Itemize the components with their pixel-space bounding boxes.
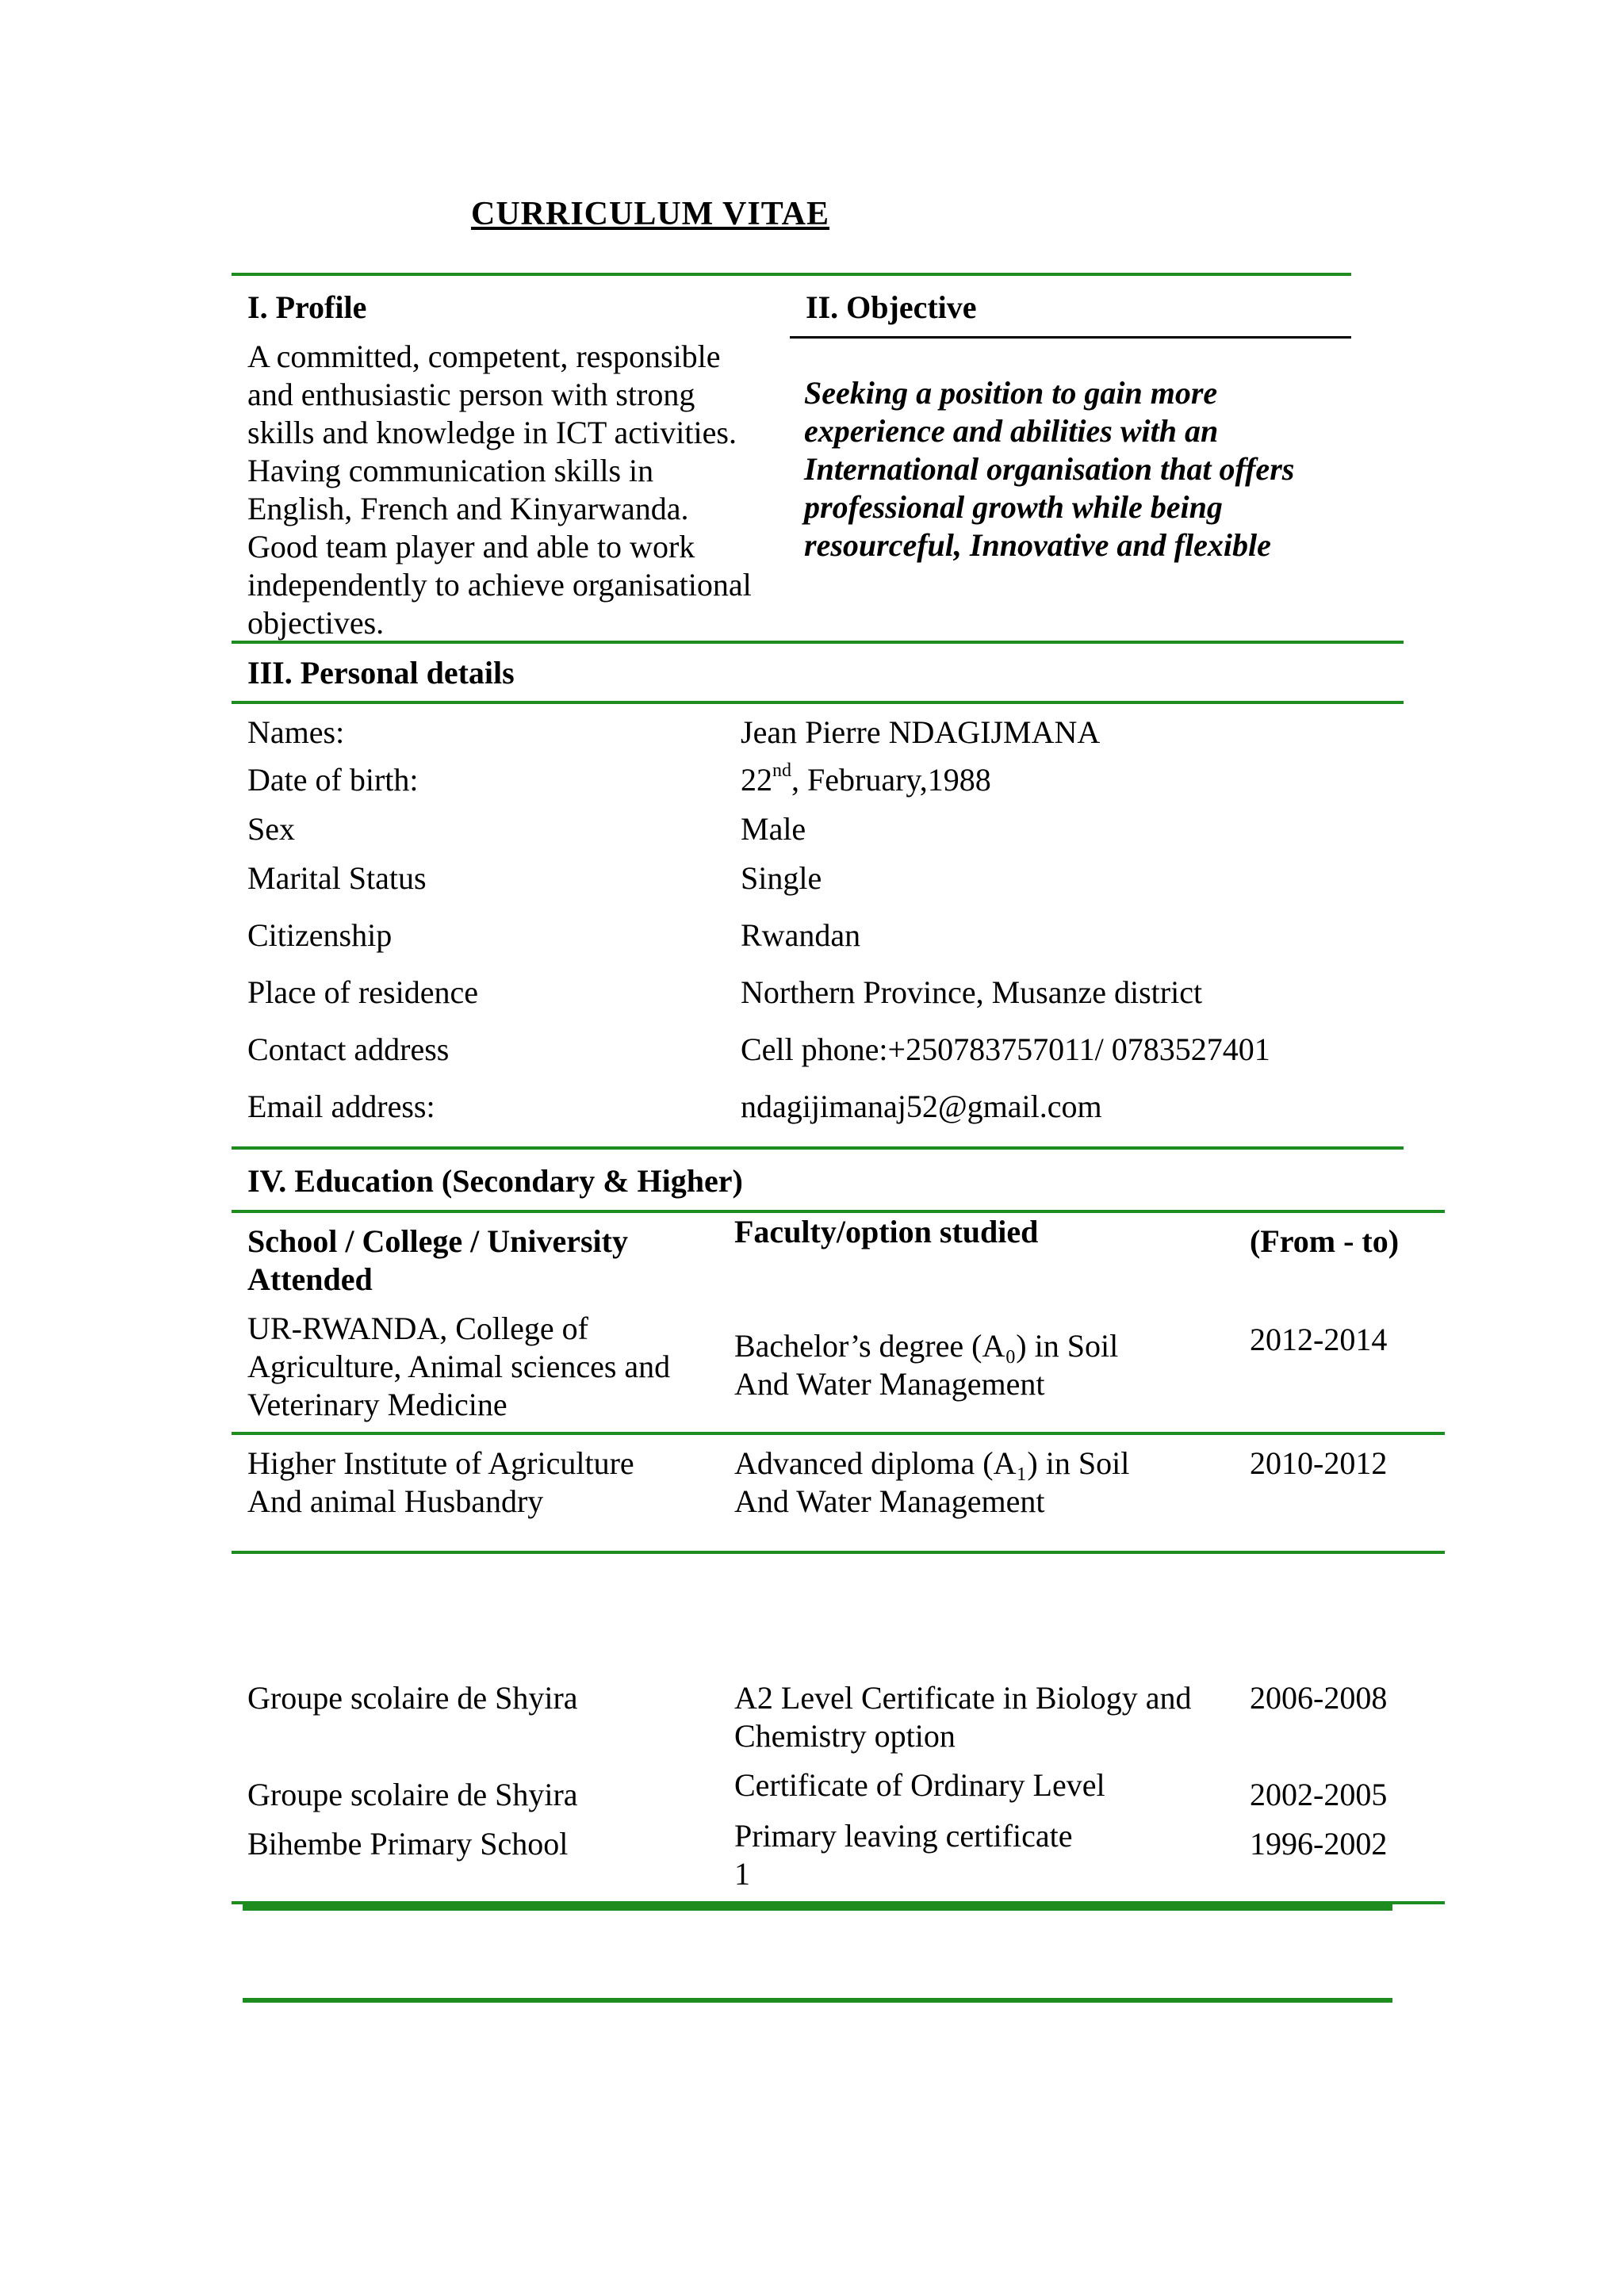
education-faculty xyxy=(734,1327,1118,1403)
education-period: 2010-2012 xyxy=(1250,1445,1388,1481)
personal-label: Sex xyxy=(247,811,295,847)
school-line: UR-RWANDA, College of xyxy=(247,1311,588,1346)
personal-value: Rwandan xyxy=(741,917,861,953)
personal-value: ndagijimanaj52@gmail.com xyxy=(741,1089,1102,1124)
profile-line: Having communication skills in xyxy=(247,453,654,488)
document-title: CURRICULUM VITAE xyxy=(471,196,829,232)
personal-value: Northern Province, Musanze district xyxy=(741,974,1203,1010)
profile-text xyxy=(247,338,771,642)
education-header-school xyxy=(247,1223,628,1299)
divider xyxy=(243,1904,1392,1911)
education-school xyxy=(247,1825,568,1863)
education-faculty xyxy=(734,1445,1129,1521)
education-period: 2012-2014 xyxy=(1250,1322,1388,1357)
faculty-line: Chemistry option xyxy=(734,1718,956,1754)
school-line: And animal Husbandry xyxy=(247,1483,544,1519)
education-period: 2006-2008 xyxy=(1250,1680,1388,1716)
objective-line: Seeking a position to gain more xyxy=(804,375,1218,411)
education-period: 1996-2002 xyxy=(1250,1826,1388,1862)
education-school xyxy=(247,1679,578,1717)
divider xyxy=(232,1432,1445,1435)
faculty-line: A2 Level Certificate in Biology and xyxy=(734,1680,1192,1716)
personal-label: Email address: xyxy=(247,1089,435,1124)
faculty-line: Certificate of Ordinary Level xyxy=(734,1767,1105,1803)
birth-day: 22 xyxy=(741,762,772,798)
objective-heading: II. Objective xyxy=(806,289,977,325)
divider xyxy=(232,1551,1445,1554)
divider xyxy=(232,701,1404,704)
personal-label: Names: xyxy=(247,714,345,750)
profile-line: and enthusiastic person with strong xyxy=(247,377,695,412)
school-line: Groupe scolaire de Shyira xyxy=(247,1777,578,1812)
faculty-line: And Water Management xyxy=(734,1366,1045,1402)
faculty-line: And Water Management xyxy=(734,1483,1045,1519)
header-line: Attended xyxy=(247,1261,373,1297)
divider xyxy=(243,1998,1392,2003)
profile-line: A committed, competent, responsible xyxy=(247,339,721,374)
profile-line: objectives. xyxy=(247,605,385,641)
education-header-period: (From - to) xyxy=(1250,1223,1400,1259)
personal-value: Cell phone:+250783757011/ 0783527401 xyxy=(741,1031,1270,1067)
birth-day-suffix: nd xyxy=(772,760,791,781)
education-school xyxy=(247,1445,634,1521)
faculty-line: 1 xyxy=(734,1856,750,1892)
personal-label: Citizenship xyxy=(247,917,393,953)
objective-underline xyxy=(790,336,1351,339)
education-period: 2002-2005 xyxy=(1250,1777,1388,1812)
faculty-line: Advanced diploma (A₁) in Soil xyxy=(734,1445,1130,1481)
profile-line: skills and knowledge in ICT activities. xyxy=(247,415,737,450)
personal-value: Male xyxy=(741,811,806,847)
personal-label: Date of birth: xyxy=(247,762,419,798)
personal-label: Place of residence xyxy=(247,974,478,1010)
objective-line: International organisation that offers xyxy=(804,451,1295,487)
profile-line: English, French and Kinyarwanda. xyxy=(247,491,689,526)
divider xyxy=(232,273,1351,276)
education-faculty xyxy=(734,1679,1192,1755)
education-school xyxy=(247,1776,578,1814)
personal-value: Jean Pierre NDAGIJMANA xyxy=(741,714,1101,750)
education-faculty xyxy=(734,1766,1105,1804)
personal-value: Single xyxy=(741,860,822,896)
objective-line: professional growth while being xyxy=(804,489,1223,525)
education-header-faculty: Faculty/option studied xyxy=(734,1214,1039,1249)
personal-label: Marital Status xyxy=(247,860,427,896)
school-line: Agriculture, Animal sciences and xyxy=(247,1349,671,1384)
divider xyxy=(232,641,1404,644)
personal-heading: III. Personal details xyxy=(247,655,515,691)
header-line: School / College / University xyxy=(247,1223,628,1259)
education-heading: IV. Education (Secondary & Higher) xyxy=(247,1163,743,1199)
profile-line: Good team player and able to work xyxy=(247,529,695,564)
faculty-line: Primary leaving certificate xyxy=(734,1818,1073,1854)
school-line: Higher Institute of Agriculture xyxy=(247,1445,634,1481)
personal-value xyxy=(741,761,991,799)
faculty-line: Bachelor’s degree (A₀) in Soil xyxy=(734,1328,1119,1364)
divider xyxy=(232,1146,1404,1150)
school-line: Groupe scolaire de Shyira xyxy=(247,1680,578,1716)
objective-line: resourceful, Innovative and flexible xyxy=(804,527,1271,563)
school-line: Veterinary Medicine xyxy=(247,1387,508,1422)
education-school xyxy=(247,1310,670,1424)
profile-heading: I. Profile xyxy=(247,289,367,325)
education-faculty xyxy=(734,1817,1072,1893)
profile-line: independently to achieve organisational xyxy=(247,567,752,603)
personal-label: Contact address xyxy=(247,1031,450,1067)
objective-line: experience and abilities with an xyxy=(804,413,1219,449)
school-line: Bihembe Primary School xyxy=(247,1826,569,1862)
objective-text xyxy=(804,374,1351,564)
birth-month-year: , February,1988 xyxy=(791,762,991,798)
